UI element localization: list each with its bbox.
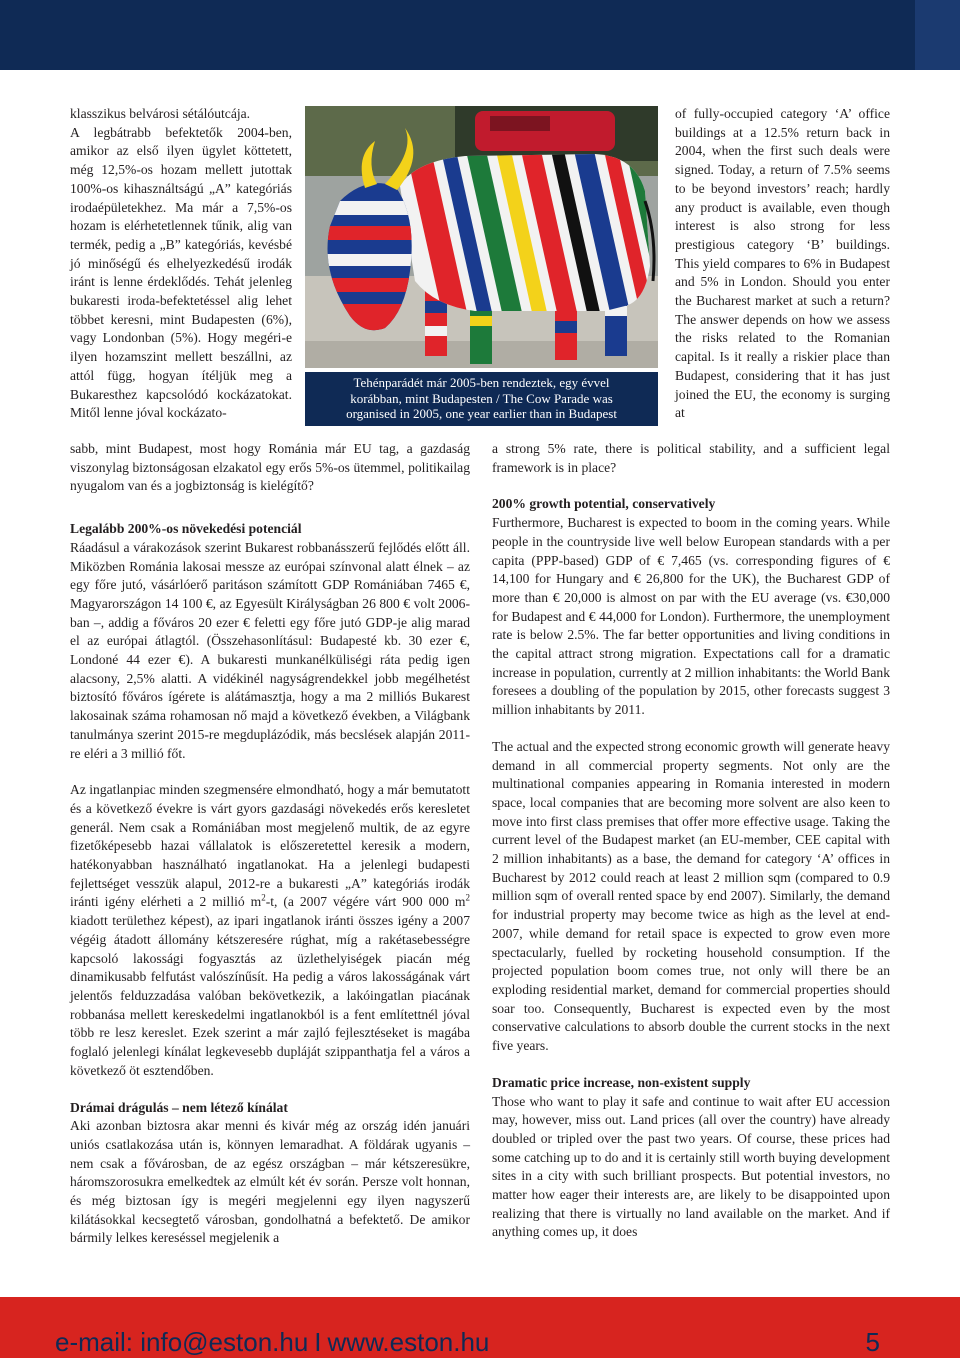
text-part: Az ingatlanpiac minden szegmensére elmondható, hogy a már bemutatott és a következő évekre is várt gyors gazdasági növekedés erős keresletet generál. Nem csak a Romániában most megjelenő multik, de az egyre fizetőképesebb hazai vállalatok is előszeretettel keresik a modern, hatékonyabban használható ingatlanokat. Ha a jelenlegi budapesti fejlettséget vesszük alapul, 2012-re a bukaresti „A” kategóriás irodák iránti igény elérheti a 2 millió m bbox=[70, 782, 470, 910]
hu-section1-paragraph2 bbox=[70, 781, 470, 1080]
superscript: 2 bbox=[465, 892, 471, 903]
hu-intro-continued: sabb, mint Budapest, most hogy Románia már EU tag, a gazdaság viszonylag biztonságosan elzakatol egy erős 5%-os ütemmel, politikailag nyugalom van és a jogbiztonság is kielégítő? bbox=[70, 441, 470, 494]
en-section2-heading: Dramatic price increase, non-existent supply bbox=[492, 1074, 751, 1090]
en-intro-continued: a strong 5% rate, there is political stability, and a sufficient legal framework is in place? bbox=[492, 441, 890, 475]
header-accent bbox=[915, 0, 960, 70]
footer-contact bbox=[55, 1327, 489, 1358]
photo-caption bbox=[305, 372, 658, 426]
hu-section1-heading: Legalább 200%-os növekedési potenciál bbox=[70, 521, 302, 537]
en-section1-paragraph: Furthermore, Bucharest is expected to boom in the coming years. While people in the countryside live well below European standards with a per capita (PPP-based) GDP of € 7,465 (vs. corresponding figures of € 14,100 for Hungary and € 26,800 for the UK), the Bucharest GDP of more than € 20,000 is almost on par with the EU average (vs. €30,000 for Budapest and € 44,000 for London). Furthermore, the unemployment rate is below 2.5%. The far better opportunities and living conditions in the capital attract strong migration. Expectations call for a dramatic increase in population, currently at 2 million inhabitants: the World Bank foresees a doubling of the population by 2015, other forecasts suggest 3 million inhabitants by 2011. bbox=[492, 515, 890, 718]
page-number: 5 bbox=[865, 1327, 880, 1357]
caption-line: organised in 2005, one year earlier than in Budapest bbox=[346, 406, 617, 421]
caption-line: Tehénparádét már 2005-ben rendeztek, egy évvel bbox=[353, 375, 610, 390]
caption-line: korábban, mint Budapesten / The Cow Parade was bbox=[350, 390, 613, 406]
en-section1-paragraph2: The actual and the expected strong economic growth will generate heavy demand in all commercial property segments. Not only are the multinational companies appearing in Romania interested in modern space, local companies that are becoming more solvent are also keen to move into first class premises that offer more effective usage. Taking the current level of the Budapest market (an EU-member, CEE capital with 2 million inhabitants) as a base, the demand for category ‘A’ offices in Bucharest by 2012 could reach at least 2 million sqm (compared to 0.9 million sqm of overall rented space by end 2007). Similarly, the demand for industrial property may become twice as high as the level at end-2007, while demand for retail space is expected to grow even more spectacularly, fuelled by rocketing household consumption. If the projected population boom comes true, not only will there be an exploding residential market, demand for commercial properties should soar too. Consequently, Bucharest is expected even by the most conservative calculations to absorb double the current stocks in the next five years. bbox=[492, 738, 890, 1054]
en-section2-paragraph: Those who want to play it safe and continue to wait after EU accession may, however, miss out. Land prices (all over the country) have already doubled or tripled over the past two years. Of course, these prices had some catching up to do and it is certainly still worth buying development sites in a city with such brilliant prospects. But potential investors, no matter how eager their interests are, are likely to be disappointed upon realizing that there is virtually no land available on the market. And if anything comes up, it does bbox=[492, 1093, 890, 1240]
hu-section2-heading: Drámai drágulás – nem létező kínálat bbox=[70, 1099, 288, 1115]
en-intro-paragraph: of fully-occupied category ‘A’ office buildings at a 12.5% return back in 2004, when the first such deals were signed. Today, a return of 7.5% seems to be beyond investors’ reach; hardly any product is available, even though interest is also strong for less prestigious category ‘B’ buildings. This yield compares to 6% in Budapest and 5% in London. Should you enter the Bucharest market at such a return? The answer depends on how we assess the risks related to the Romanian capital. Is it really a riskier place than Budapest, considering that it has just joined the EU, the economy is surging at bbox=[675, 106, 890, 421]
text-part: kiadott területhez képest), az ipari ingatlanok iránti összes igény a 2007 végéig átadott állomány kétszeresére rúghat, míg a rakétasebességre kapcsoló lakossági fogyasztás az üzlethelyiségek piacán még dinamikusabb felfutást valószínűsít. Ha pedig a város lakosságának várt jelentős felduzzadása valóban bekövetkezik, a lakóingatlan piacának robbanása mellett kereskedelmi ingatlanokból is a fent említettnél jóval több re lesz kereslet. Ezek szerint a már zajló fejlesztéseket is magába foglaló jelenlegi kínálat legkevesebb dupláját szippanthatja fel a város a következő öt esztendőben. bbox=[70, 913, 470, 1078]
cow-sculpture-image bbox=[305, 106, 658, 368]
hu-intro-paragraph: A legbátrabb befektetők 2004-ben, amikor az első ilyen ügylet köttetett, még 12,5%-os hozam mellett jutottak 100%-os kihasználtságú „A” kategóriás irodaépületekhez. Ma már a 7,5%-os hozam is elérhetetlennek tűnik, alig van termék, pedig a „B” kategóriás, kevésbé jó minőségű és elhelyezkedésű irodák iránt is lenne érdeklődés. Tehát jelenleg bukaresti iroda-befektetéssel alig lehet többet keresni, mint Budapesten (6%), vagy Londonban (5%). Hogy megéri-e ilyen hozamszint mellett beszállni, az attól függ, hogyan ítéljük meg a Bukaresthez kapcsolódó kockázatokat. Mitől lenne jóval kockázato- bbox=[70, 124, 292, 421]
footer-email-link[interactable]: e-mail: info@eston.hu bbox=[55, 1327, 309, 1357]
footer-website-link[interactable]: www.eston.hu bbox=[327, 1327, 490, 1357]
en-intro-column bbox=[675, 105, 890, 423]
footer-bar bbox=[0, 1297, 960, 1358]
header-bar bbox=[0, 0, 960, 70]
text-part: -t, (a 2007 végére várt 900 000 m bbox=[265, 894, 466, 910]
hu-section1-paragraph: Ráadásul a várakozások szerint Bukarest robbanásszerű fejlődés előtt áll. Miközben Románia lakosai messze az európai színvonal alatt élnek – az egy főre jutó, vásárlóerő paritáson számított GDP Romániában 7465 €, Magyarországon 14 100 €, az Egyesült Királyságban 26 800 € volt 2006-ban –, addig a főváros 20 ezer € feletti egy főre jutó GDP-je alig marad el az európai átlagtól. (Összehasonlításul: Budapesté kb. 30 ezer €, Londoné 44 ezer €). A bukaresti munkanélküliségi ráta pedig igen alacsony, 2,5% alatti. A vidékinél nagyságrendekkel jobb megélhetést biztosító főváros ígérete is alátámasztja, hogy a ma 2 milliós Bukarest lakosainak száma rohamosan nő majd a következő években, a Világbank tanulmánya szerint 2015-re megduplázódik, más becslések alapján 2011-re eléri a 3 millió főt. bbox=[70, 539, 470, 761]
footer-separator: I bbox=[314, 1327, 322, 1357]
cow-parade-photo bbox=[305, 106, 658, 368]
en-main-column bbox=[492, 440, 890, 1242]
hu-intro-column bbox=[70, 105, 292, 423]
superscript: 2 bbox=[261, 892, 266, 903]
en-section1-heading: 200% growth potential, conservatively bbox=[492, 496, 716, 512]
hu-intro-line: klasszikus belvárosi sétálóutcája. bbox=[70, 106, 251, 121]
hu-main-column bbox=[70, 440, 470, 1248]
hu-section2-paragraph: Aki azonban biztosra akar menni és kivár még az ország idén januári uniós csatlakozása után is, könnyen lemaradhat. A földárak ugyanis – nem csak a fővárosban, de az egész országban – már kétszeresükre, háromszorosukra emelkedtek az elmúlt két év során. Persze volt honnan, és még biztosan így is megéri megjelenni egy ilyen nagyszerű kilátásokkal kecsegtető városban, gondolhatná a befektető. De amikor bármily lelkes kereséssel megjelenik a bbox=[70, 1118, 470, 1246]
